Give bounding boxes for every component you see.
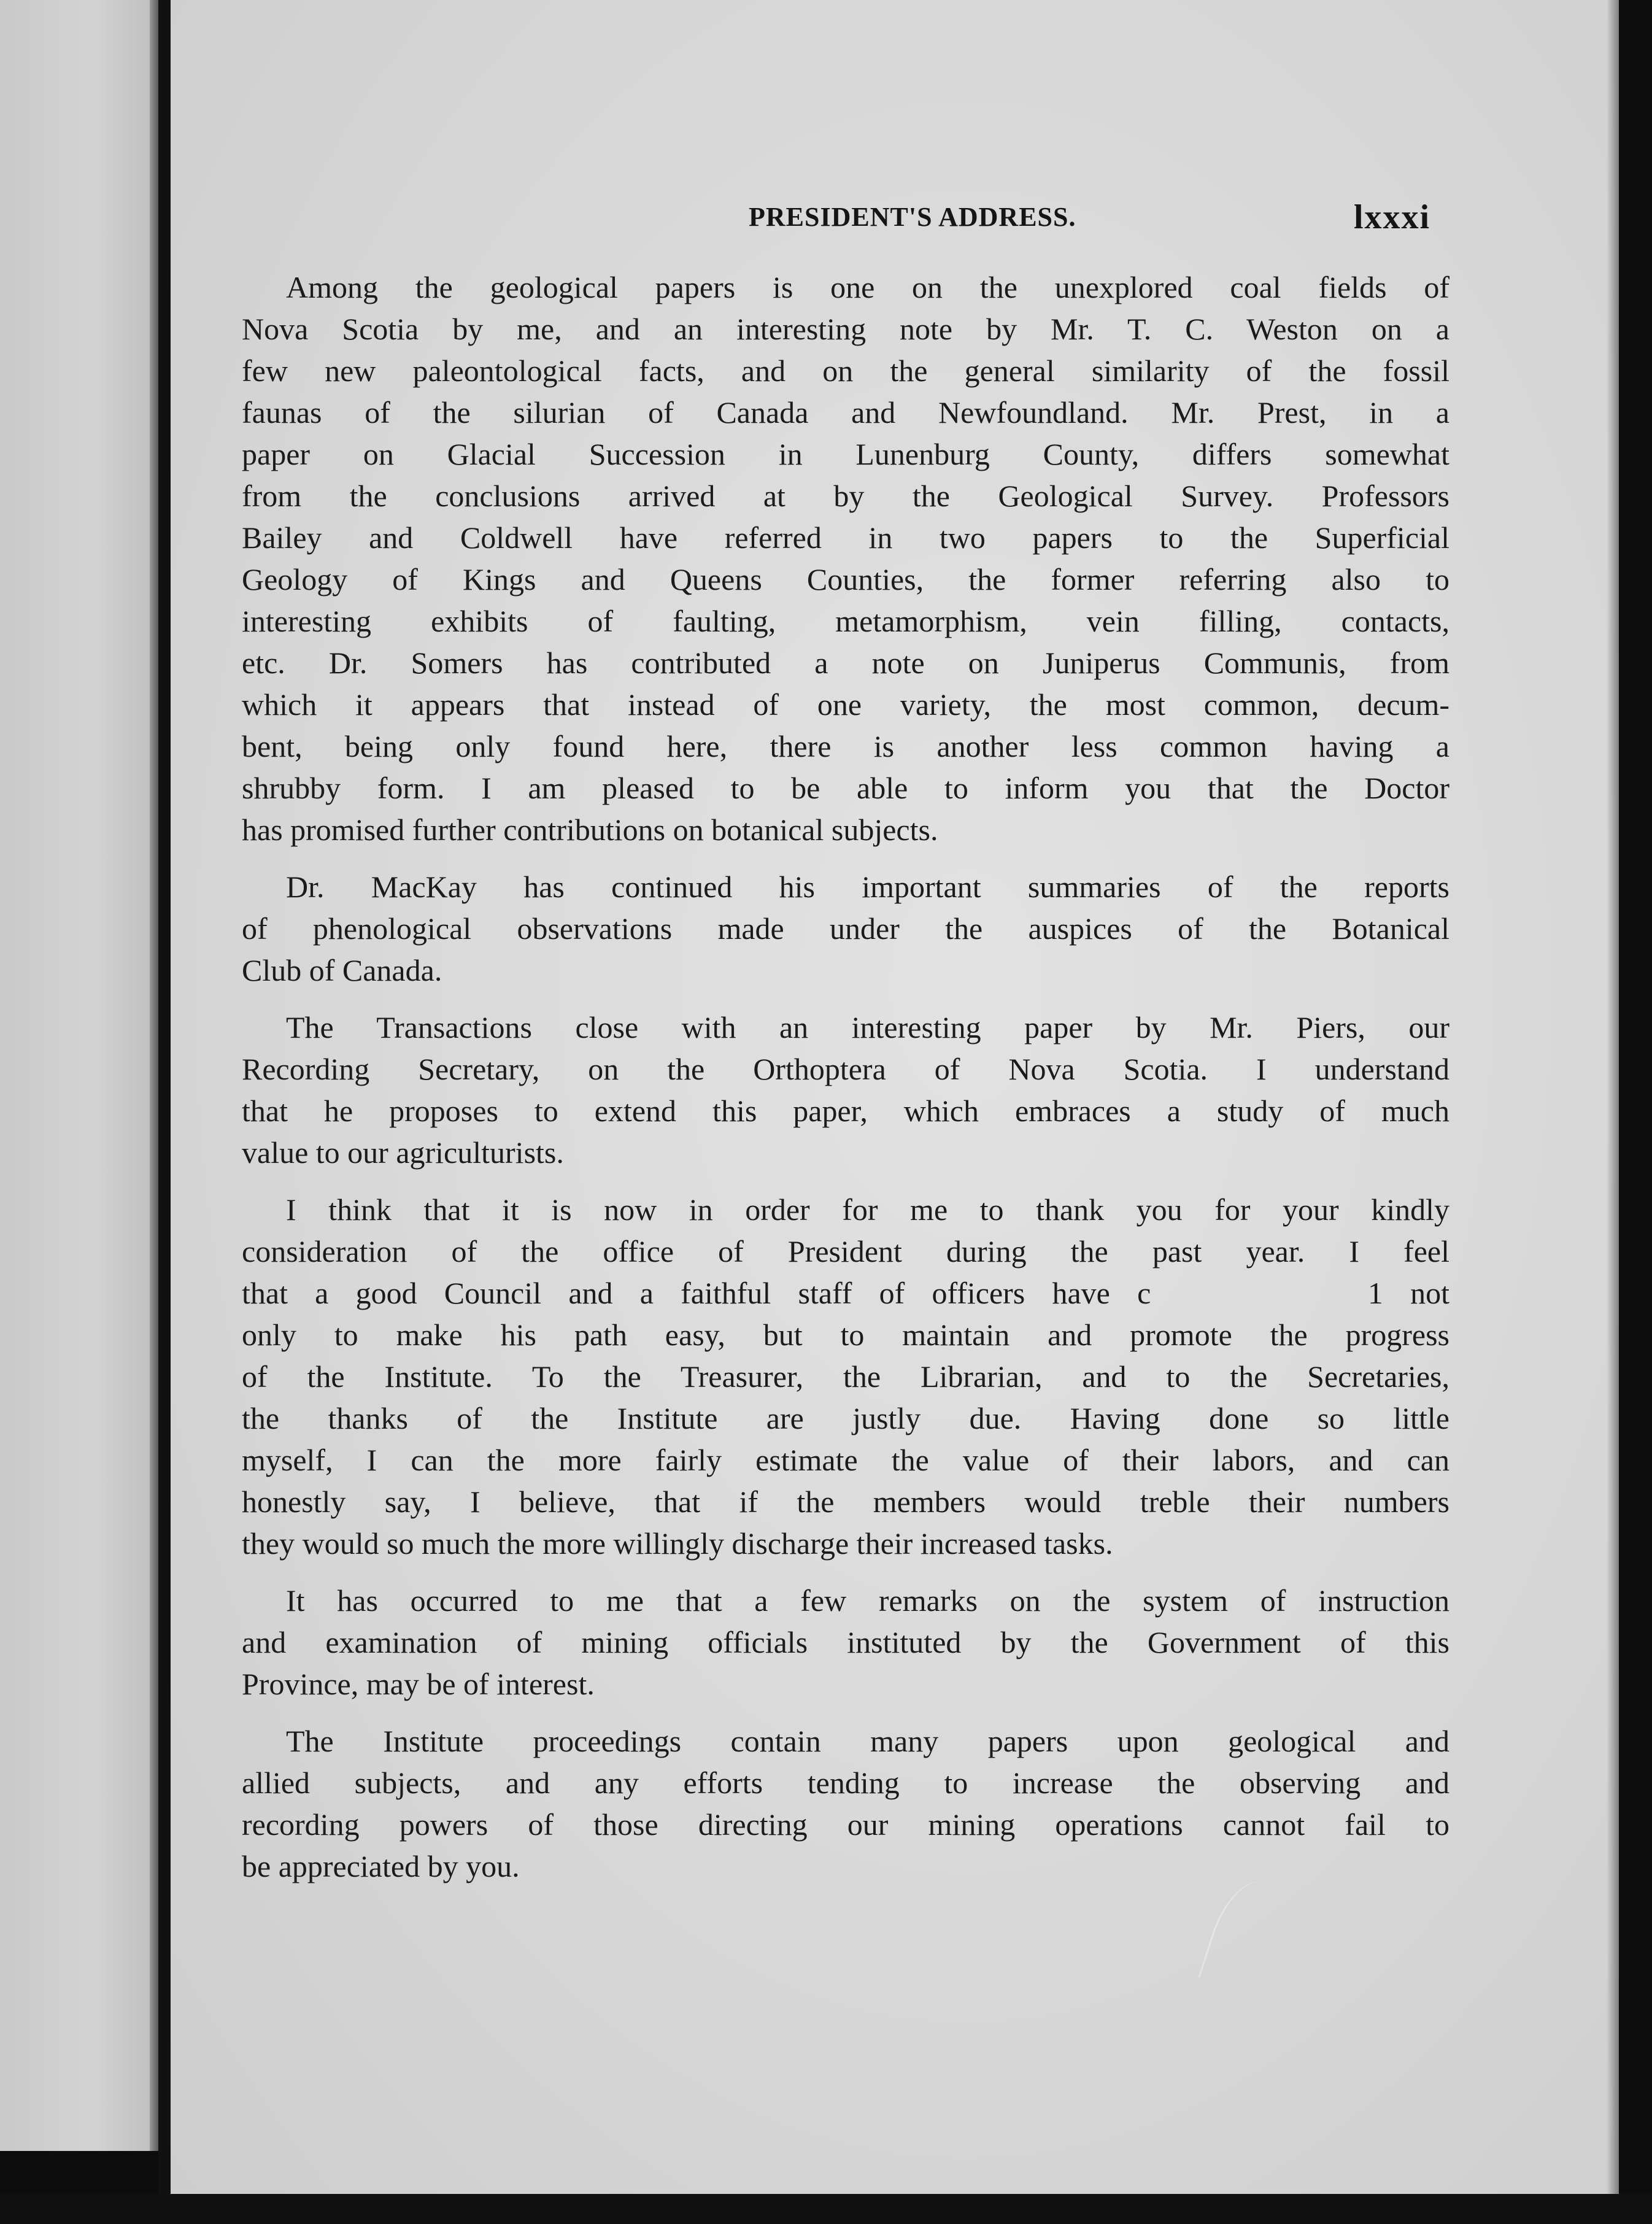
text-line: Among the geological papers is one on the unexplored coal fields of [286, 270, 1449, 304]
text-line: Recording Secretary, on the Orthoptera of Nova Scotia. I understand [242, 1052, 1449, 1086]
text-line: Nova Scotia by me, and an interesting note by Mr. T. C. Weston on a [242, 312, 1449, 346]
text-line: only to make his path easy, but to maintain and promote the progress [242, 1318, 1449, 1352]
text-line: few new paleontological facts, and on the general similarity of the fossil [242, 353, 1449, 388]
text-line: that he proposes to extend this paper, which embraces a study of much [242, 1094, 1449, 1128]
text-line: and examination of mining officials instituted by the Government of this [242, 1625, 1449, 1659]
text-line: bent, being only found here, there is another less common having a [242, 729, 1449, 763]
left-page-edge [0, 0, 158, 2151]
text-line: the thanks of the Institute are justly due. Having done so little [242, 1401, 1449, 1435]
text-line: be appreciated by you. [242, 1849, 520, 1883]
text-line: I think that it is now in order for me to thank you for your kindly [286, 1192, 1449, 1227]
paragraph [242, 1720, 1449, 1887]
text-line: faunas of the silurian of Canada and Newfoundland. Mr. Prest, in a [242, 395, 1449, 430]
text-line: from the conclusions arrived at by the Geological Survey. Professors [242, 479, 1449, 513]
text-line: The Institute proceedings contain many papers upon geological and [286, 1724, 1449, 1758]
text-line: honestly say, I believe, that if the members would treble their numbers [242, 1485, 1449, 1519]
text-line: of phenological observations made under the auspices of the Botanical [242, 911, 1449, 946]
paragraph [242, 1580, 1449, 1705]
text-line: shrubby form. I am pleased to be able to inform you that the Doctor [242, 771, 1449, 805]
text-line: consideration of the office of President during the past year. I feel [242, 1234, 1449, 1268]
text-line: Province, may be of interest. [242, 1667, 595, 1701]
paragraph [242, 1006, 1449, 1173]
scan-bottom-edge [0, 2194, 1652, 2224]
text-line: they would so much the more willingly discharge their increased tasks. [242, 1526, 1113, 1561]
text-line: myself, I can the more fairly estimate the value of their labors, and can [242, 1443, 1449, 1477]
text-line: that a good Council and a faithful staff of officers have c 1 not [242, 1276, 1449, 1310]
text-line: Bailey and Coldwell have referred in two papers to the Superficial [242, 520, 1449, 555]
text-line: allied subjects, and any efforts tending to increase the observing and [242, 1766, 1449, 1800]
text-line: interesting exhibits of faulting, metamorphism, vein filling, contacts, [242, 604, 1449, 638]
text-line: Geology of Kings and Queens Counties, the former referring also to [242, 562, 1449, 597]
text-line: value to our agriculturists. [242, 1135, 564, 1170]
body-text [242, 266, 1449, 1902]
text-line: Dr. MacKay has continued his important summaries of the reports [286, 870, 1449, 904]
paragraph [242, 266, 1449, 851]
page-number: lxxxi [1354, 198, 1431, 236]
text-line: The Transactions close with an interesting paper by Mr. Piers, our [286, 1010, 1449, 1044]
paragraph [242, 866, 1449, 991]
text-line: of the Institute. To the Treasurer, the Librarian, and to the Secretaries, [242, 1359, 1449, 1394]
page-gutter [158, 0, 171, 2224]
text-line: paper on Glacial Succession in Lunenburg County, differs somewhat [242, 437, 1449, 471]
text-line: has promised further contributions on botanical subjects. [242, 813, 938, 847]
text-line: It has occurred to me that a few remarks on the system of instruction [286, 1583, 1449, 1618]
running-head: PRESIDENT'S ADDRESS. [749, 202, 1076, 232]
text-line: which it appears that instead of one variety, the most common, decum- [242, 687, 1449, 722]
paragraph [242, 1189, 1449, 1564]
page-header [171, 198, 1435, 244]
text-line: Club of Canada. [242, 953, 442, 987]
text-line: etc. Dr. Somers has contributed a note on Juniperus Communis, from [242, 646, 1449, 680]
text-line: recording powers of those directing our mining operations cannot fail to [242, 1807, 1449, 1842]
